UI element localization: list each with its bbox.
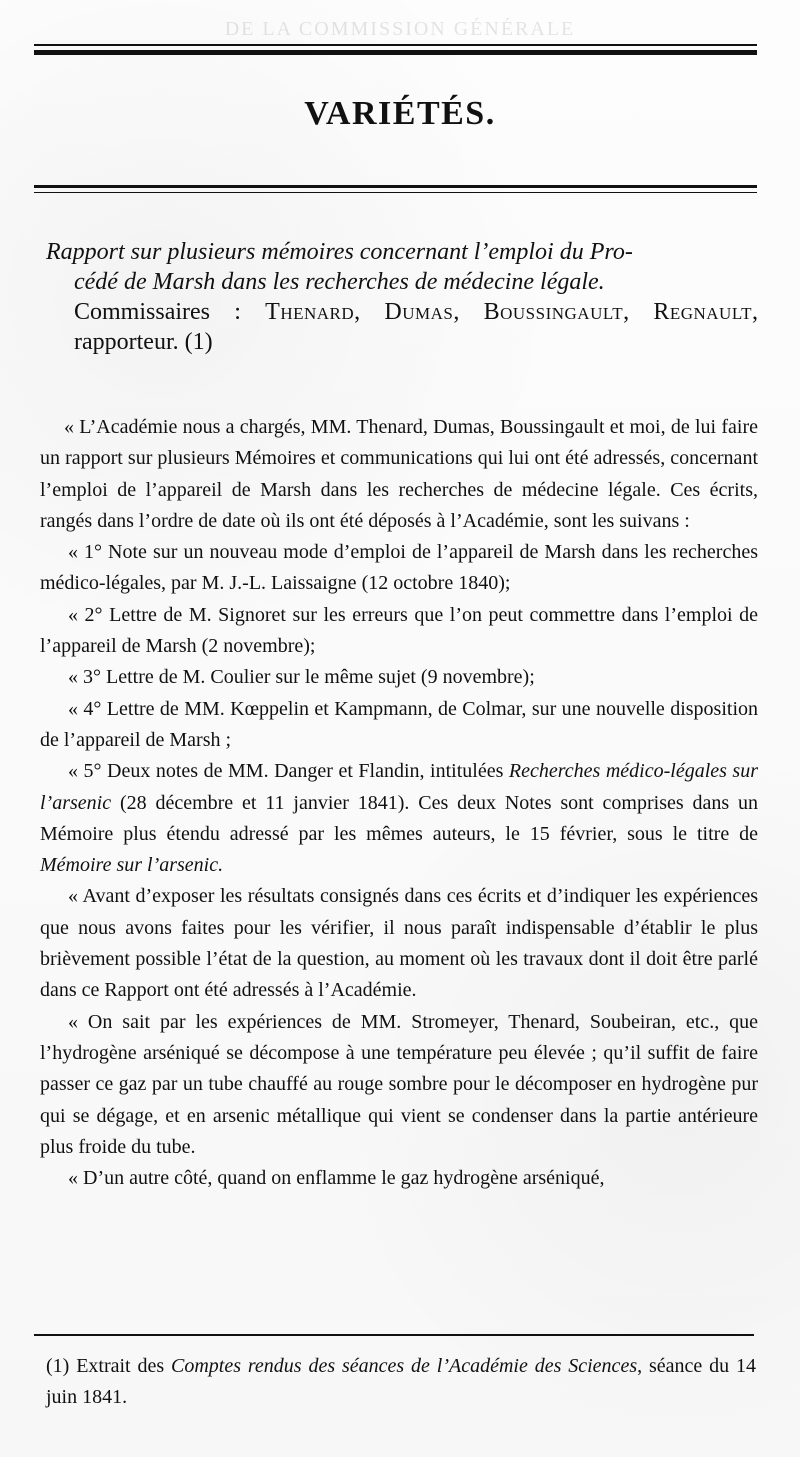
article-title-line-2: cédé de Marsh dans les recherches de médecine légale. — [74, 269, 605, 295]
commissaire-regnault: Regnault — [653, 299, 753, 325]
commissaires-line: Commissaires : Thenard, Dumas, Boussingault, Regnault, rapporteur. (1) — [74, 299, 759, 355]
paragraph-6-middle: (28 décembre et 11 janvier 1841). Ces deux Notes sont comprises dans un Mémoire plus étendu adressé par les mêmes auteurs, le 15 février, sous le titre de — [40, 791, 758, 845]
paragraph-6-italic-1: Recherches médico-légales sur l’arsenic — [40, 760, 759, 814]
section-rule-thick — [34, 185, 757, 188]
top-rule-thin — [34, 44, 757, 46]
footnote-prefix: (1) Extrait des — [46, 1355, 172, 1377]
article-title-line-1: Rapport sur plusieurs mémoires concernant l’emploi du Pro- — [46, 239, 633, 265]
top-rule-thick — [34, 50, 757, 55]
paragraph-3: « 2° Lettre de M. Signoret sur les erreurs que l’on peut commettre dans l’emploi de l’appareil de Marsh (2 novembre); — [40, 603, 758, 658]
paragraph-6-start: « 5° Deux notes de MM. Danger et Flandin, intitulées — [68, 760, 509, 783]
article-title-block — [46, 237, 758, 357]
footnote-suffix: , séance du 14 juin 1841. — [46, 1355, 757, 1408]
paragraph-5: « 4° Lettre de MM. Kœppelin et Kampmann, de Colmar, sur une nouvelle disposition de l’appareil de Marsh ; — [40, 697, 758, 751]
commissaire-thenard: Thenard — [265, 299, 355, 325]
paragraph-8: « On sait par les expériences de MM. Stromeyer, Thenard, Soubeiran, etc., que l’hydrogène arséniqué se décompose à une température peu élevée ; qu’il suffit de faire passer ce gaz par un tube chauffé au rouge sombre pour le décomposer en hydrogène pur qui se dégage, et en arsenic métallique qui vient se condenser dans la partie antérieure plus froide du tube. — [40, 1010, 758, 1158]
footnote — [46, 1351, 756, 1413]
paragraph-7: « Avant d’exposer les résultats consignés dans ces écrits et d’indiquer les expériences que nous avons faites pour les vérifier, il nous paraît indispensable d’établir le plus brièvement possible l’état de la question, au moment où les travaux dont il doit être parlé dans ce Rapport ont été adressés à l’Académie. — [40, 885, 758, 1002]
section-rule-thin — [34, 192, 757, 193]
footnote-italic: Comptes rendus des séances de l’Académie des Sciences — [171, 1355, 638, 1377]
paragraph-9: « D’un autre côté, quand on enflamme le gaz hydrogène arséniqué, — [68, 1167, 605, 1190]
rapporteur-label: rapporteur. (1) — [74, 329, 213, 355]
commissaire-boussingault: Boussingault — [483, 299, 624, 325]
body-text — [40, 412, 758, 1194]
section-title: VARIÉTÉS. — [304, 95, 496, 132]
commissaire-dumas: Dumas — [384, 299, 454, 325]
footnote-rule — [34, 1334, 754, 1336]
paragraph-6 — [40, 756, 758, 881]
running-head: DE LA COMMISSION GÉNÉRALE — [224, 18, 576, 40]
paragraph-2: « 1° Note sur un nouveau mode d’emploi de l’appareil de Marsh dans les recherches médico-légales, par M. J.-L. Laissaigne (12 octobre 1840); — [40, 541, 758, 595]
commissaires-label: Commissaires : — [74, 299, 241, 325]
paragraph-6-italic-2: Mémoire sur l’arsenic. — [40, 854, 224, 877]
paragraph-4: « 3° Lettre de M. Coulier sur le même sujet (9 novembre); — [68, 666, 535, 689]
paragraph-1: « L’Académie nous a chargés, MM. Thenard, Dumas, Boussingault et moi, de lui faire un rapport sur plusieurs Mémoires et communications qui lui ont été adressés, concernant l’emploi de l’appareil de Marsh dans les recherches de médecine légale. Ces écrits, rangés dans l’ordre de date où ils ont été déposés à l’Académie, sont les suivans : — [40, 416, 758, 532]
